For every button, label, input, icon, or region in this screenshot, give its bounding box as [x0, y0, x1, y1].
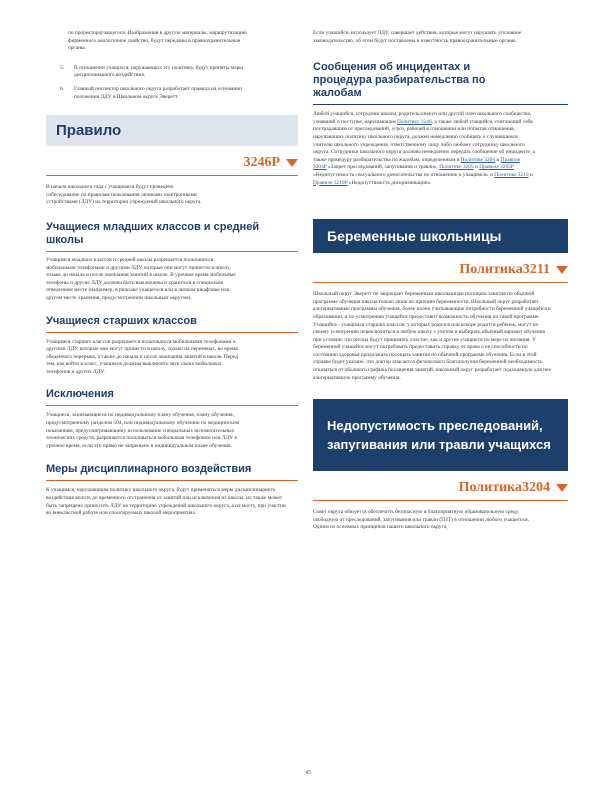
divider: [46, 405, 298, 406]
section-text-junior: Учащимся младших классов и средней школы разрешается пользоваться мобильными телефонами и другими ЛДУ, которые они могут принести в школу, только до начала и после окончания занятий в школе. В урочное время мобильные телефоны и другие ЛДУ должны быть выключены и храниться в специально отведенном месте (например, в рюкзаке учащегося или в личном шкафчике или другом месте хранения, предусмотренном школьным округом).: [46, 256, 236, 301]
section-heading-senior: Учащиеся старших классов: [46, 314, 197, 327]
divider: [46, 251, 298, 252]
policy-3246-link[interactable]: Политику 3246: [397, 118, 432, 125]
policy-3204-tag: [313, 480, 568, 496]
harassment-banner-title: Недопустимость преследований, запугивания или травли учащихся: [327, 418, 551, 453]
rule-banner-title: Правило: [56, 122, 122, 140]
harassment-banner: [313, 399, 568, 471]
list-item-text: В отношении учащихся, нарушающих эту политику, будут приняты меры дисциплинарного воздействия.: [74, 64, 243, 79]
divider: [46, 332, 298, 333]
section-text-exceptions: Учащиеся, занимающиеся по индивидуальному плану обучения, плану обучения, предусмотренному разделом 504, или индивидуальному обучению по медицинским показаниям, предусматривающему использование специальных вспомогательных технических средств, разрешается пользоваться мобильным телефоном или ЛДУ в урочное время, если это прямо не запрещено в индивидуальном плане обучения.: [46, 412, 240, 449]
left-intro-text: по проректораучащегося. Изображения в другую материалы, маршрутизацию фирменного аналогичное свойство, будут переданы в правоохранительные органы.: [68, 30, 247, 52]
section-heading-junior: Учащиеся младших классов и средней школы: [46, 220, 260, 246]
harassment-text: Совет округа обязуется обеспечить безопасную и благоприятную образовательную среду, свободную от преследований, запугивания или травли (ПЗТ) в отношении любого учащегося. Одним из основных принципов нашего школьного округа,: [313, 509, 529, 531]
divider: [313, 500, 568, 501]
rule-intro-text: В начале школьного года с учащимися будут проведено собеседование по правилам пользования личными электронными устройствами (ЛДУ) на территории учреждений школьного округа.: [46, 184, 202, 206]
divider: [46, 175, 298, 176]
list-item-number: 6.: [59, 85, 64, 92]
left-column: [46, 30, 298, 518]
divider: [46, 480, 298, 481]
right-column: [313, 30, 568, 532]
rule-tag-number: 3246P: [243, 155, 280, 171]
rule-3210p-link[interactable]: Правиле 3210P: [313, 179, 348, 186]
policy-3211-tag: [313, 262, 568, 278]
section-text-reports: Любой учащийся, сотрудник школы, родитель/опекун или другой член школьного сообщества, узнавший о поступке, нарушающем Политику 3246, а также любой учащийся, считающий себя пострадавшим от преследований, угроз, рабочей в отношении или попыток отношения, нарушающих политику школьного округа, должен немедленно сообщить о случившемся учителю школьного учреждения, ответственному лицу либо любому сотруднику школьного округа. Сотрудники школьного округа должны немедленно передать сообщение об инциденте, а также процедуру разбирательства по жалобам, определенным в Политике 3204 и Правиле 3204P «Запрет преследований, запугивания и травли», Политике 3205 и Правиле 3205P «Недопустимость сексуального домогательства по отношению к учащимся» и Политике 3210 и Правиле 3210P «Недопустимость дискриминации».: [313, 111, 535, 186]
list-item-text: Главный инспектор школьного округа разработает правила на основании положения ЛДУ в Школьном округе Эверетт.: [74, 85, 243, 100]
list-item: [54, 65, 256, 80]
policy-3211-tag-label: Политика3211: [459, 262, 550, 278]
triangle-down-icon: [286, 159, 298, 167]
rule-3204p-link[interactable]: Правиле 3204P: [313, 156, 521, 171]
rule-3205p-link[interactable]: Правиле 3205P: [479, 164, 514, 171]
right-intro-text: Если учащийся, использует ЛДУ, совершает действия, которые могут нарушить уголовное законодательство, об этом будут поставлены в известность правоохранительные органы.: [313, 30, 522, 44]
pregnant-students-text: Школьный округ Эверетт не запрещает беременным школьницам посещать занятия по обычной программе обучения школы только лишь по причине беременности. Школьный округ разработает альтернативные программы обучения, более полно учитывающие потребности беременной учащейся в образовании, и по усмотрению учащейся предоставит возможность обучения по такой программе. Учащийся - учащимся старших классов, у которых родился или вскоре родится ребенок, могут по своему усмотрению переключиться в любую школу с учетом и выбирать обычный вариант обучения при условии, что он/она будут принимать участие, как и другие учащиеся по мере их желания. У беременной учащейся могут потребовать предоставить справку от врача о ее способности по состоянию здоровья продолжать посещать занятия по обычной программе обучения. Если в этой справке будет указано, что доктор опасается физического благополучия беременной необходимость отказаться от обычного графика посещения занятий, школьный округ разработает подходящую для нее альтернативную программу обучения.: [313, 291, 551, 381]
numbered-list: [46, 65, 256, 101]
section-text-discipline: К учащимся, нарушающим политику школьного округа, будут применяться меры дисциплинарного воздействия вплоть до временного отстранения от занятий или исключения из школы; их также может быть запрещено приносить ЛДУ на территорию учреждений школьного округа, а на мосту, при участии во внеклассной работе или спонсируемых школой мероприятиях.: [46, 487, 286, 517]
rule-banner: [46, 115, 298, 146]
policy-3204-tag-label: Политика3204: [458, 480, 550, 496]
triangle-down-icon: [556, 266, 568, 274]
list-item-number: 5.: [59, 64, 64, 71]
section-heading-exceptions: Исключения: [46, 388, 114, 401]
list-item: [54, 86, 256, 101]
pregnant-students-banner-title: Беременные школьницы: [327, 228, 502, 245]
divider: [313, 104, 568, 105]
policy-3205-link[interactable]: Политике 3205: [439, 164, 474, 171]
divider: [313, 282, 568, 283]
pregnant-students-banner: [313, 219, 568, 253]
section-heading-reports: Сообщения об инцидентах и процедура разбирательства по жалобам: [313, 61, 486, 100]
policy-3204-link[interactable]: Политике 3204: [460, 156, 495, 163]
policy-3210-link[interactable]: Политике 3210: [494, 171, 529, 178]
page-number: 45: [305, 770, 311, 776]
rule-tag: [46, 155, 298, 171]
section-text-senior: Учащимся старших классов разрешается пользоваться мобильными телефонами и другими ЛДУ, которые они могут принести в школу, только на переменах, во время обеденного перерыва, а также до начала и после окончания занятий в школе. Перед тем, как войти в класс, учащиеся должны выключить звук своих мобильных телефонов и других ЛДУ.: [46, 338, 238, 375]
section-heading-discipline: Меры дисциплинарного воздействия: [46, 463, 252, 476]
triangle-down-icon: [556, 484, 568, 492]
